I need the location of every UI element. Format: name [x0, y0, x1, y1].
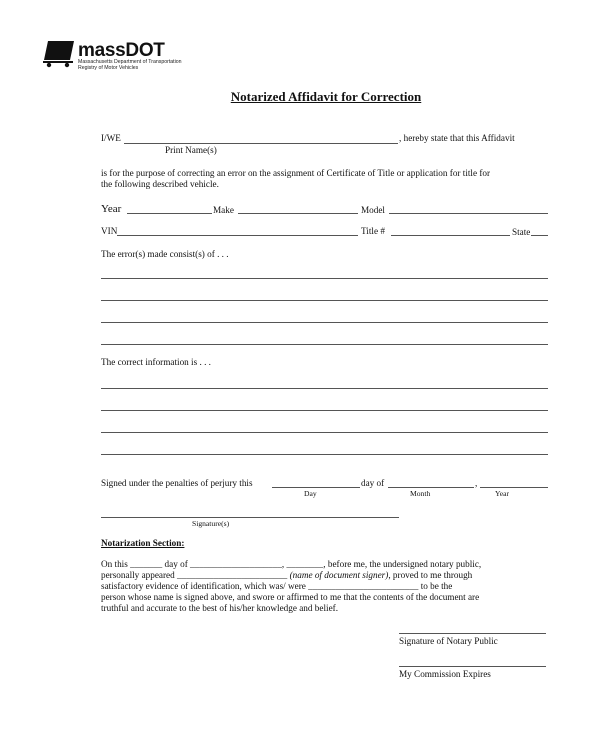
errors-line-4[interactable]	[101, 344, 548, 345]
make-field[interactable]	[238, 213, 358, 214]
sign-month-field[interactable]	[388, 487, 474, 488]
print-name-label: Print Name(s)	[165, 145, 217, 155]
comma-text: ,	[475, 478, 478, 488]
vin-field[interactable]	[117, 235, 358, 236]
logo-subtitle-dept: Massachusetts Department of Transportation	[78, 59, 182, 65]
notarization-line-4: person whose name is signed above, and swore or affirmed to me that the contents of the document are	[101, 592, 480, 602]
year-field[interactable]	[127, 213, 212, 214]
state-field[interactable]	[531, 235, 548, 236]
notarization-line-3: satisfactory evidence of identification, which was/ were ________________________ to be the	[101, 581, 453, 591]
name-of-signer-hint: (name of document signer)	[289, 570, 389, 580]
logo-name: massDOT	[78, 40, 165, 61]
iwe-label: I/WE	[101, 133, 121, 143]
signature-field[interactable]	[101, 517, 399, 518]
make-label: Make	[213, 205, 234, 215]
print-name-field[interactable]	[124, 143, 398, 144]
notarization-line-5: truthful and accurate to the best of his/her knowledge and belief.	[101, 603, 339, 613]
notarization-line-2	[101, 571, 472, 580]
notarization-line-2-a: personally appeared ________________________	[101, 570, 290, 580]
correct-line-3[interactable]	[101, 432, 548, 433]
day-label: Day	[304, 489, 317, 498]
title-number-field[interactable]	[391, 235, 510, 236]
hereby-text: , hereby state that this Affidavit	[399, 133, 515, 143]
year-label: Year	[101, 203, 122, 215]
correct-line-4[interactable]	[101, 454, 548, 455]
model-field[interactable]	[389, 213, 548, 214]
notary-signature-label: Signature of Notary Public	[399, 636, 498, 646]
state-label: State	[512, 227, 531, 237]
errors-line-1[interactable]	[101, 278, 548, 279]
commission-expires-label: My Commission Expires	[399, 669, 491, 679]
title-number-label: Title #	[361, 226, 385, 236]
logo-subtitle-rmv: Registry of Motor Vehicles	[78, 65, 139, 71]
vin-label: VIN	[101, 226, 118, 236]
notarization-line-1: On this _______ day of ____________________, ________, before me, the undersigned notary public,	[101, 559, 482, 569]
correct-info-label: The correct information is . . .	[101, 357, 211, 367]
errors-label: The error(s) made consist(s) of . . .	[101, 249, 229, 259]
signed-penalties-text: Signed under the penalties of perjury this	[101, 478, 253, 488]
errors-line-2[interactable]	[101, 300, 548, 301]
signature-label: Signature(s)	[192, 519, 230, 528]
model-label: Model	[361, 205, 385, 215]
day-of-text: day of	[361, 478, 385, 488]
purpose-line-1: is for the purpose of correcting an error on the assignment of Certificate of Title or application for title for	[101, 168, 491, 178]
sign-year-field[interactable]	[480, 487, 548, 488]
correct-line-2[interactable]	[101, 410, 548, 411]
notarization-heading: Notarization Section:	[101, 538, 185, 548]
notarization-line-2-c: , proved to me through	[388, 570, 473, 580]
purpose-line-2: the following described vehicle.	[101, 179, 219, 189]
notary-signature-field[interactable]	[399, 633, 546, 634]
page-title: Notarized Affidavit for Correction	[230, 89, 422, 104]
month-label: Month	[410, 489, 431, 498]
year-sub-label: Year	[495, 489, 509, 498]
correct-line-1[interactable]	[101, 388, 548, 389]
sign-day-field[interactable]	[272, 487, 360, 488]
errors-line-3[interactable]	[101, 322, 548, 323]
massdot-logo-icon	[40, 38, 78, 70]
commission-expires-field[interactable]	[399, 666, 546, 667]
